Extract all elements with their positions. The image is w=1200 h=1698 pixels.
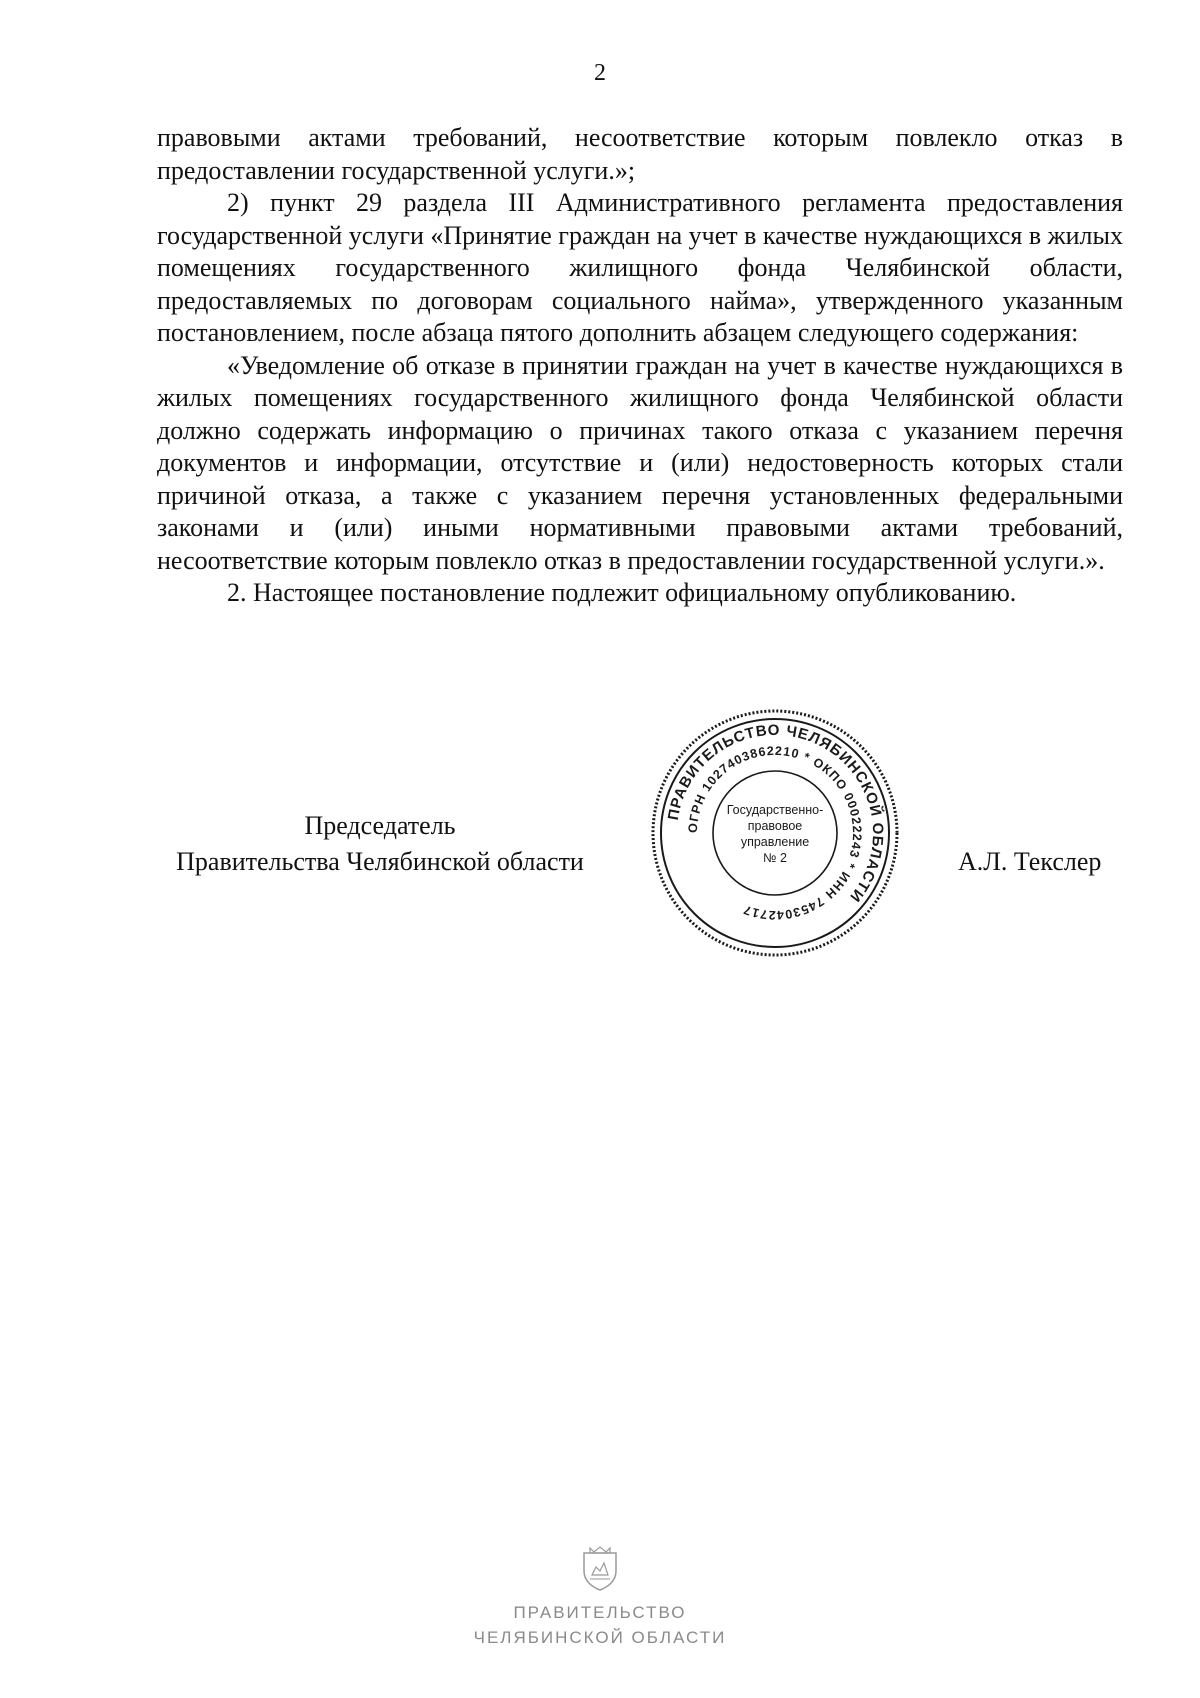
seal-outer-ring-text: ПРАВИТЕЛЬСТВО ЧЕЛЯБИНСКОЙ ОБЛАСТИ — [664, 721, 887, 906]
paragraph-publication: 2. Настоящее постановление подлежит официальному опубликованию. — [227, 578, 1017, 607]
paragraph-item-2: 2) пункт 29 раздела III Административного регламента предоставления государственной услуги «Принятие граждан на учет в качестве нуждающихся в жилых помещениях государственного жилищного фонда Челябинской области, предоставляемых по договорам социального найма», утвержденного указанным постановлением, после абзаца пятого дополнить абзацем следующего содержания: — [157, 188, 1123, 347]
footer-organization-line-1: ПРАВИТЕЛЬСТВО — [513, 1603, 687, 1622]
paragraph-continuation: правовыми актами требований, несоответствие которым повлекло отказ в предоставлении государственной услуги.»; — [157, 123, 1123, 185]
signatory-title-line-2: Правительства Челябинской области — [176, 847, 584, 876]
seal-center-line-1: Государственно- — [726, 803, 824, 817]
footer-organization-line-2: ЧЕЛЯБИНСКОЙ ОБЛАСТИ — [473, 1628, 727, 1647]
seal-center-line-3: управление — [740, 835, 810, 849]
seal-center-line-4: № 2 — [763, 851, 787, 865]
signatory-title — [150, 808, 610, 880]
seal-graphic — [650, 708, 900, 958]
signatory-title-line-1: Председатель — [304, 811, 456, 840]
page-number: 2 — [594, 60, 606, 86]
official-seal — [650, 708, 900, 958]
coat-of-arms-icon — [580, 1545, 620, 1591]
seal-center-line-2: правовое — [747, 819, 803, 833]
paragraph-quoted-addition: «Уведомление об отказе в принятии граждан на учет в качестве нуждающихся в жилых помещениях государственного жилищного фонда Челябинской области должно содержать информацию о причинах такого отказа с указанием перечня документов и информации, отсутствие и (или) недостоверность которых стали причиной отказа, а также с указанием перечня установленных федеральными законами и (или) иными нормативными правовыми актами требований, несоответствие которым повлекло отказ в предоставлении государственной услуги.». — [157, 350, 1123, 575]
document-body — [157, 122, 1123, 610]
signatory-name: А.Л. Текслер — [958, 847, 1102, 876]
seal-inner-ring-text: ОГРН 1027403862210 * ОКПО 00022243 * ИНН 7453042717 — [685, 743, 865, 923]
